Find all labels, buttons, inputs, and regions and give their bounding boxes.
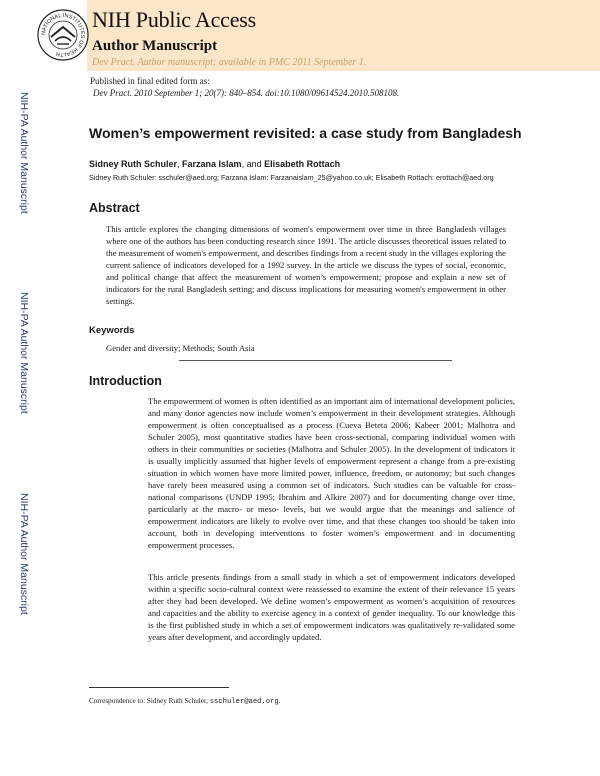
nih-public-access-title: NIH Public Access — [92, 7, 257, 32]
side-label-1: NIH-PA Author Manuscript — [18, 92, 30, 214]
published-line: Published in final edited form as: — [90, 76, 210, 86]
side-label-2: NIH-PA Author Manuscript — [18, 292, 30, 414]
intro-paragraph-2: This article presents findings from a small study in which a set of empowerment indicators developed within a specific socio-cultural context were reassessed to examine the extent of their relevance 15 years after they had been developed. We define women’s empowerment as women’s acquisition of resources and capacities and the ability to exercise agency in a context of gender inequality. To our knowledge this is the first published study in which a set of empowerment indicators was qualitatively re-validated some years after development, and accordingly updated. — [148, 572, 515, 642]
abstract-heading: Abstract — [89, 201, 140, 215]
introduction-heading: Introduction — [89, 374, 162, 388]
author-emails: Sidney Ruth Schuler: sschuler@aed.org; Farzana Islam: Farzanaislam_25@yahoo.co.uk; Elisabeth Rottach: erottach@aed.org — [89, 173, 494, 182]
logo-text: NATIONAL INSTITUTES OF HEALTH — [40, 12, 86, 58]
author-and: and — [246, 159, 262, 169]
nih-logo-icon — [37, 9, 89, 61]
citation-line: Dev Pract. 2010 September 1; 20(7): 840–854. doi:10.1080/09614524.2010.508108. — [93, 88, 400, 98]
availability-line: Dev Pract. Author manuscript; available in PMC 2011 September 1. — [92, 57, 367, 68]
correspondence-footnote — [89, 697, 281, 706]
author-manuscript-label: Author Manuscript — [92, 38, 218, 54]
footnote-label: Correspondence to: Sidney Ruth Schuler, — [89, 697, 208, 705]
intro-paragraph-1: The empowerment of women is often identified as an important aim of international development policies, and many donor agencies now include women’s empowerment in their development strategies. Although empowerment is often conceptualised as a process (Cueva Beteta 2006; Kabeer 2001; Malhotra and Schuler 2005), most quantitative studies have been cross-sectional, comparing individual women with others in their communities or societies (Malhotra and Schuler 2005). In the development of indicators it is usually implicitly assumed that higher levels of empowerment represent a change from a pre-existing situation in which women have more limited power, influence, freedom, or autonomy; but such changes have rarely been measured using a common set of indicators. Such studies can be valuable for cross-national comparisons (UNDP 1995; Ibrahim and Alkire 2007) and for documenting change over time, particularly at the macro- or meso- levels, but we would argue that the meanings and salience of empowerment indicators are likely to evolve over time, and that these changes too should be taken into account, both in developing interventions to foster women’s empowerment and in documenting empowerment processes. — [148, 396, 515, 550]
footnote-end: . — [278, 697, 281, 705]
author-list: Sidney Ruth Schuler, Farzana Islam, and Elisabeth Rottach — [89, 159, 341, 169]
footnote-rule — [89, 687, 229, 688]
keywords-text: Gender and diversity; Methods; South Asia — [106, 343, 255, 353]
side-label-3: NIH-PA Author Manuscript — [18, 493, 30, 615]
abstract-text: This article explores the changing dimensions of women's empowerment over time in three Bangladesh villages where one of the authors has been conducting research since 1991. The article discusses theoretical issues related to the measurement of women's empowerment, and describes findings from a recent study in the villages exploring the current salience of indicators developed for a 1992 survey. In the article we discuss the types of social, economic, and political change that affect the measurement of women’s empowerment; propose and explain a new set of indicators for the rural Bangladesh setting; and discuss implications for measuring women's empowerment in other settings. — [106, 224, 506, 306]
footnote-email-link[interactable]: sschuler@aed.org — [209, 698, 279, 706]
divider — [179, 360, 452, 361]
author-3: Elisabeth Rottach — [264, 159, 341, 169]
keywords-heading: Keywords — [89, 325, 135, 336]
author-2: Farzana Islam — [182, 159, 242, 169]
author-1: Sidney Ruth Schuler — [89, 159, 178, 169]
article-title: Women’s empowerment revisited: a case study from Bangladesh — [89, 125, 522, 141]
